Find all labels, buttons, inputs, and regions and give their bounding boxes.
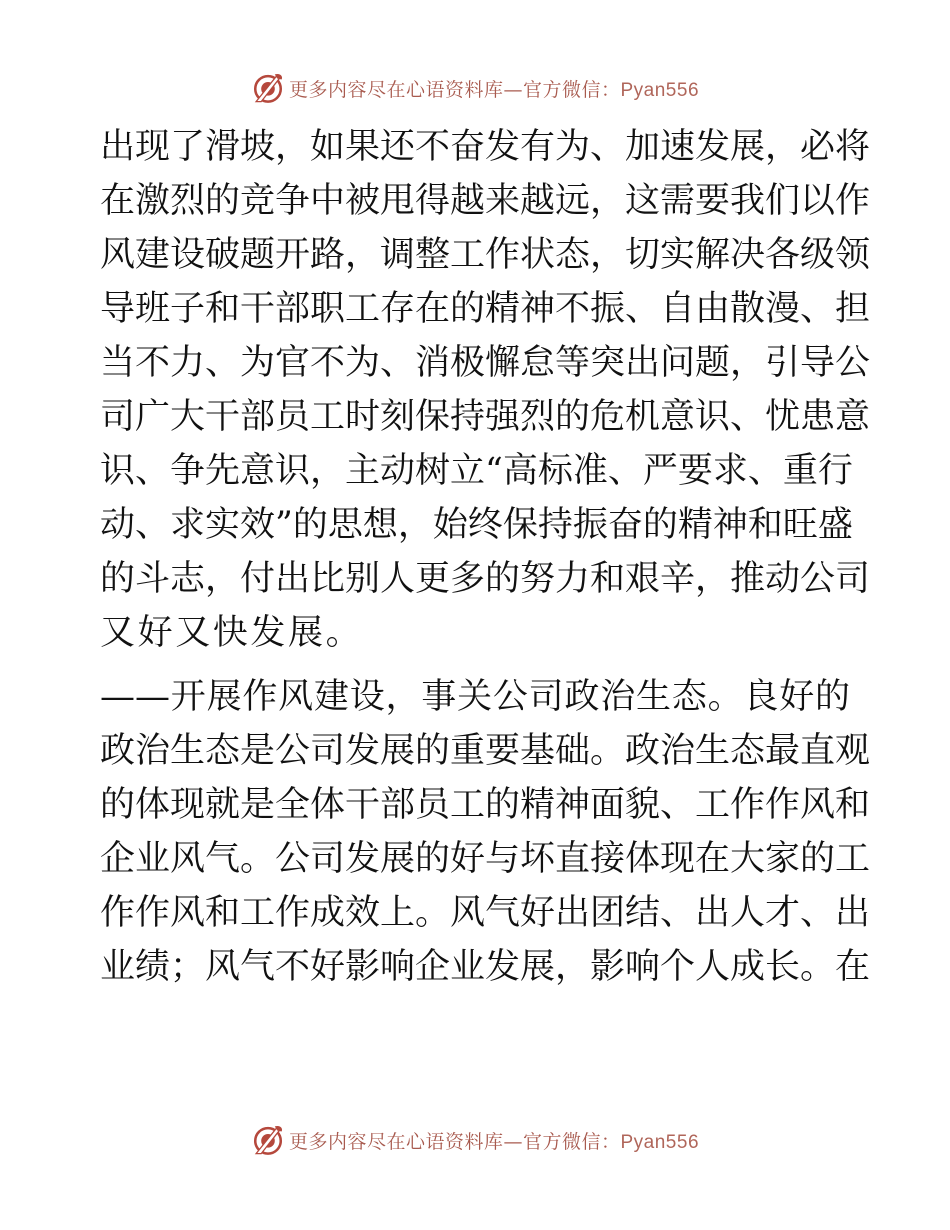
text-line: 政治生态是公司发展的重要基础。政治生态最直观 [100, 731, 871, 771]
text-line: 出现了滑坡，如果还不奋发有为、加速发展，必将 [100, 127, 871, 167]
quill-logo-icon [251, 1123, 285, 1157]
text-line: 风建设破题开路，调整工作状态，切实解决各级领 [100, 235, 871, 275]
text-line: 当不力、为官不为、消极懈怠等突出问题，引导公 [100, 343, 871, 383]
footer-banner-text [289, 1127, 699, 1154]
document-body [100, 120, 871, 994]
footer-banner-label: 更多内容尽在心语资料库—官方微信： [288, 1130, 621, 1153]
text-line: 动、求实效”的思想，始终保持振奋的精神和旺盛 [100, 505, 853, 545]
paragraph-2 [100, 670, 871, 994]
text-line: 又好又快发展。 [100, 613, 364, 653]
text-line: 导班子和干部职工存在的精神不振、自由散漫、担 [100, 289, 871, 329]
text-line: ——开展作风建设，事关公司政治生态。良好的 [100, 677, 850, 717]
text-line: 识、争先意识，主动树立“高标准、严要求、重行 [100, 451, 853, 491]
header-wechat-id: Pyan556 [620, 79, 700, 101]
text-line: 在激烈的竞争中被甩得越来越远，这需要我们以作 [100, 181, 871, 221]
text-line: 作作风和工作成效上。风气好出团结、出人才、出 [100, 893, 871, 933]
footer-banner [0, 1120, 950, 1160]
header-banner-label: 更多内容尽在心语资料库—官方微信： [288, 78, 621, 101]
text-line: 业绩；风气不好影响企业发展，影响个人成长。在 [100, 947, 871, 987]
text-line: 企业风气。公司发展的好与坏直接体现在大家的工 [100, 839, 871, 879]
footer-wechat-id: Pyan556 [620, 1131, 700, 1153]
text-line: 的斗志，付出比别人更多的努力和艰辛，推动公司 [100, 559, 871, 599]
header-banner [0, 68, 950, 108]
paragraph-1 [100, 120, 871, 660]
paragraph-gap [100, 660, 850, 670]
text-line: 的体现就是全体干部员工的精神面貌、工作作风和 [100, 785, 871, 825]
quill-logo-icon [251, 71, 285, 105]
header-banner-text [289, 75, 699, 102]
text-line: 司广大干部员工时刻保持强烈的危机意识、忧患意 [100, 397, 871, 437]
